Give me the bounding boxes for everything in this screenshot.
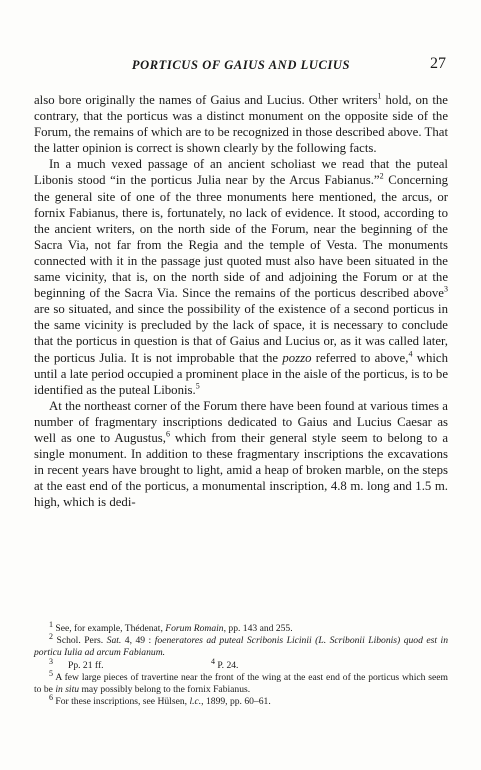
footnote-text: Schol. Pers. [53,635,107,647]
footnote-5 [34,668,448,696]
italic-term: pozzo [282,350,312,365]
text-run: In a much vexed passage of an ancient scholiast we read that the puteal Libonis stood “in the porticus Julia near by the Arcus Fabianus.” [34,157,448,188]
text-run: which from their general style seem to belong to a single monument. In addition to these fragmentary inscriptions the excavations in recent years have brought to light, amid a heap of broken marble, on the steps at the east end of the porticus, a monumental inscription, 4.8 m. long and 1.5 m. high, which is dedi- [34,430,448,510]
footnote-text: , 1899, pp. 60–61. [201,696,271,708]
paragraph-2 [34,156,448,397]
text-run: At the northeast corner of the Forum there have been found at various times a number of fragmentary inscriptions dedicated to Gaius and Lucius Caesar as well as one to Augustus, [34,398,448,445]
footnote-mark: 5 [49,668,53,678]
footnote-6 [34,693,448,708]
footnote-mark: 2 [49,632,53,642]
footnote-text: For these inscriptions, see Hülsen, [53,696,190,708]
footnote-ref: 4 [408,349,413,359]
text-run: are so situated, and since the possibility of the existence of a second porticus in the same vicinity is precluded by the lack of space, it is necessary to conclude that the porticus in question is that of Gaius and Lucius or, as it was called later, the porticus Julia. It is not improbable that the [34,302,448,365]
footnote-2 [34,632,448,659]
footnote-mark: 3 [49,656,53,666]
footnote-text: Pp. 21 ff. [68,659,104,671]
footnote-italic: l.c. [189,696,202,708]
text-run: which until a late period occupied a prominent place in the aisle of the porticus, is to be identified as the puteal Libonis. [34,350,448,397]
footnote-italic: foeneratores ad puteal Scribonis Licinii (L. Scribonii Libonis) quod est in porticu Iulia ad arcum Fabianum. [34,635,448,659]
footnote-1 [34,619,448,635]
footnote-italic: in situ [55,684,80,696]
footnote-ref: 6 [165,429,170,439]
footnote-text: 4, 49 : [121,635,155,647]
footnote-mark: 1 [49,619,53,629]
paragraph-3 [34,398,448,511]
footnote-ref: 5 [195,381,200,391]
footnote-text: A few large pieces of travertine near the front of the wing at the east end of the porticus which seem to be [34,671,448,696]
footnote-ref: 3 [444,284,448,294]
paragraph-1 [34,92,448,156]
footnote-mark: 4 [211,656,215,666]
footnotes [34,619,448,708]
footnote-3-4 [34,656,448,672]
footnote-ref: 1 [377,91,382,101]
footnote-text: , pp. 143 and 255. [223,623,293,634]
footnote-mark: 6 [49,693,53,703]
page-number: 27 [430,55,446,72]
footnote-italic: Forum Romain [165,623,224,634]
page-header [34,55,448,78]
text-run: also bore originally the names of Gaius and Lucius. Other writers [34,93,378,107]
footnote-text: See, for example, Thédenat, [53,623,166,634]
body-text [34,92,448,510]
running-title: PORTICUS OF GAIUS AND LUCIUS [131,58,351,72]
footnote-text: may possibly belong to the fornix Fabianus. [79,684,251,696]
footnote-italic: Sat. [106,635,122,647]
text-run: Concerning the general site of one of the three monuments here mentioned, the arcus, or fornix Fabianus, there is, fortunately, no lack of evidence. It stood, according to the ancient writers, on the north side of the Forum, near the beginning of the Sacra Via, not far from the Regia and the temple of Vesta. The monuments connected with it in the passage just quoted must also have been situated in the same vicinity, that is, on the north side of and adjoining the Forum or at the beginning of the Sacra Via. Since the remains of the porticus described above [34,173,449,301]
text-run: hold, on the contrary, that the porticus was a distinct monument on the opposite side of the Forum, the remains of which are to be recognized in those described above. That the latter opinion is correct is shown clearly by the following facts. [34,93,448,156]
text-run: referred to above, [311,350,409,365]
footnote-ref: 2 [379,172,384,182]
footnote-text: P. 24. [215,659,239,671]
